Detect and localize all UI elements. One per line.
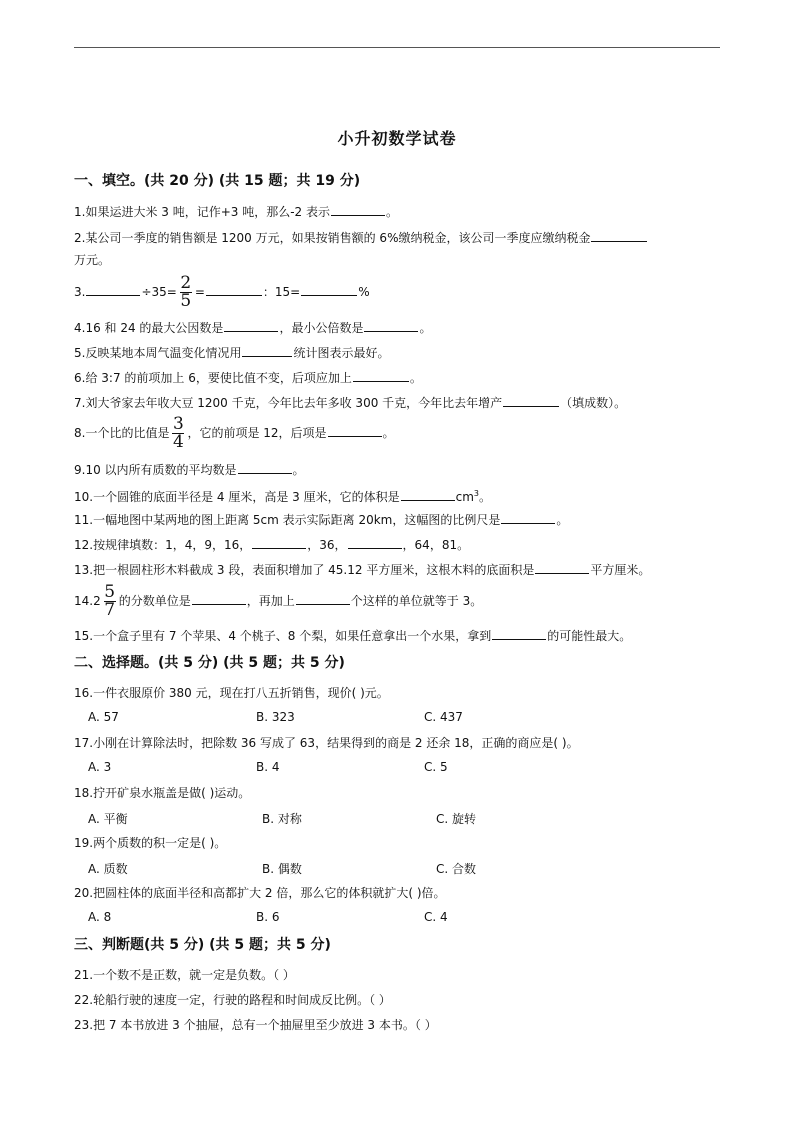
answer-blank[interactable] <box>296 591 350 605</box>
question-2-continued: 万元。 <box>74 253 111 267</box>
option-a[interactable]: A. 8 <box>88 910 112 924</box>
option-a[interactable]: A. 质数 <box>88 862 128 876</box>
answer-blank[interactable] <box>192 591 246 605</box>
option-a[interactable]: A. 57 <box>88 710 119 724</box>
fraction-2-5: $\frac{2}{5}$ <box>180 273 192 311</box>
question-17: 17.小刚在计算除法时，把除数 36 写成了 63，结果得到的商是 2 还余 18，正确的商应是( )。 <box>74 736 579 750</box>
answer-blank[interactable] <box>503 393 559 407</box>
question-12: 12.按规律填数：1，4，9，16， ，36， ，64，81。 <box>74 535 469 554</box>
question-19: 19.两个质数的积一定是( )。 <box>74 836 227 850</box>
question-16: 16.一件衣服原价 380 元，现在打八五折销售，现价( )元。 <box>74 686 389 700</box>
answer-blank[interactable] <box>301 282 357 296</box>
answer-blank[interactable] <box>535 560 589 574</box>
question-3: 3. ÷35= $\frac{2}{5}$ = ：15= % <box>74 273 370 311</box>
answer-blank[interactable] <box>206 282 262 296</box>
answer-blank[interactable] <box>252 535 306 549</box>
option-b[interactable]: B. 偶数 <box>262 862 302 876</box>
question-22: 22.轮船行驶的速度一定，行驶的路程和时间成反比例。（ ） <box>74 993 391 1007</box>
question-18: 18.拧开矿泉水瓶盖是做( )运动。 <box>74 786 251 800</box>
option-b[interactable]: B. 对称 <box>262 812 302 826</box>
answer-blank[interactable] <box>492 626 546 640</box>
option-b[interactable]: B. 4 <box>256 760 280 774</box>
option-a[interactable]: A. 平衡 <box>88 812 128 826</box>
question-5: 5.反映某地本周气温变化情况用 统计图表示最好。 <box>74 343 389 362</box>
option-c[interactable]: C. 5 <box>424 760 448 774</box>
fraction-3-4: $\frac{3}{4}$ <box>173 414 184 452</box>
option-c[interactable]: C. 4 <box>424 910 448 924</box>
section-heading-fill-in: 一、填空。(共 20 分) (共 15 题；共 19 分) <box>74 173 361 189</box>
section-heading-multiple-choice: 二、选择题。(共 5 分) (共 5 题；共 5 分) <box>74 655 345 671</box>
option-a[interactable]: A. 3 <box>88 760 112 774</box>
question-10: 10.一个圆锥的底面半径是 4 厘米，高是 3 厘米，它的体积是 $cm^3$。 <box>74 489 492 504</box>
option-b[interactable]: B. 323 <box>256 710 295 724</box>
question-6: 6.给 3:7 的前项加上 6，要使比值不变，后项应加上 。 <box>74 368 422 387</box>
question-4: 4.16 和 24 的最大公因数是 ，最小公倍数是 。 <box>74 318 431 337</box>
question-21: 21.一个数不是正数，就一定是负数。（ ） <box>74 968 295 982</box>
answer-blank[interactable] <box>224 318 278 332</box>
answer-blank[interactable] <box>364 318 418 332</box>
option-b[interactable]: B. 6 <box>256 910 280 924</box>
answer-blank[interactable] <box>238 460 292 474</box>
answer-blank[interactable] <box>328 423 382 437</box>
question-13: 13.把一根圆柱形木料截成 3 段，表面积增加了 45.12 平方厘米，这根木料的底面积是 平方厘米。 <box>74 560 650 579</box>
option-c[interactable]: C. 旋转 <box>436 812 477 826</box>
answer-blank[interactable] <box>591 228 647 242</box>
option-c[interactable]: C. 437 <box>424 710 463 724</box>
answer-blank[interactable] <box>331 202 385 216</box>
answer-blank[interactable] <box>501 510 555 524</box>
fraction-5-7: $\frac{5}{7}$ <box>104 582 116 620</box>
question-8: 8.一个比的比值是 $\frac{3}{4}$ ，它的前项是 12，后项是 。 <box>74 414 395 452</box>
answer-blank[interactable] <box>348 535 402 549</box>
option-c[interactable]: C. 合数 <box>436 862 477 876</box>
question-14: 14.2 $\frac{5}{7}$ 的分数单位是 ，再加上 个这样的单位就等于 3。 <box>74 582 483 620</box>
question-15: 15.一个盒子里有 7 个苹果、4 个桃子、8 个梨，如果任意拿出一个水果，拿到 的可能性最大。 <box>74 626 631 645</box>
answer-blank[interactable] <box>401 487 455 501</box>
question-2: 2.某公司一季度的销售额是 1200 万元，如果按销售额的 6%缴纳税金，该公司一季度应缴纳税金 <box>74 228 648 247</box>
answer-blank[interactable] <box>353 368 409 382</box>
question-23: 23.把 7 本书放进 3 个抽屉，总有一个抽屉里至少放进 3 本书。（ ） <box>74 1018 437 1032</box>
answer-blank[interactable] <box>242 343 292 357</box>
question-11: 11.一幅地图中某两地的图上距离 5cm 表示实际距离 20km，这幅图的比例尺是 。 <box>74 510 568 529</box>
answer-blank[interactable] <box>86 282 140 296</box>
question-1: 1.如果运进大米 3 吨，记作+3 吨，那么-2 表示 。 <box>74 202 398 221</box>
question-7: 7.刘大爷家去年收大豆 1200 千克，今年比去年多收 300 千克，今年比去年增产 （填成数）。 <box>74 393 626 412</box>
question-9: 9.10 以内所有质数的平均数是 。 <box>74 460 305 479</box>
page-title: 小升初数学试卷 <box>337 129 457 148</box>
header-rule <box>74 47 720 48</box>
question-20: 20.把圆柱体的底面半径和高都扩大 2 倍，那么它的体积就扩大( )倍。 <box>74 886 446 900</box>
section-heading-true-false: 三、判断题(共 5 分) (共 5 题；共 5 分) <box>74 937 331 953</box>
